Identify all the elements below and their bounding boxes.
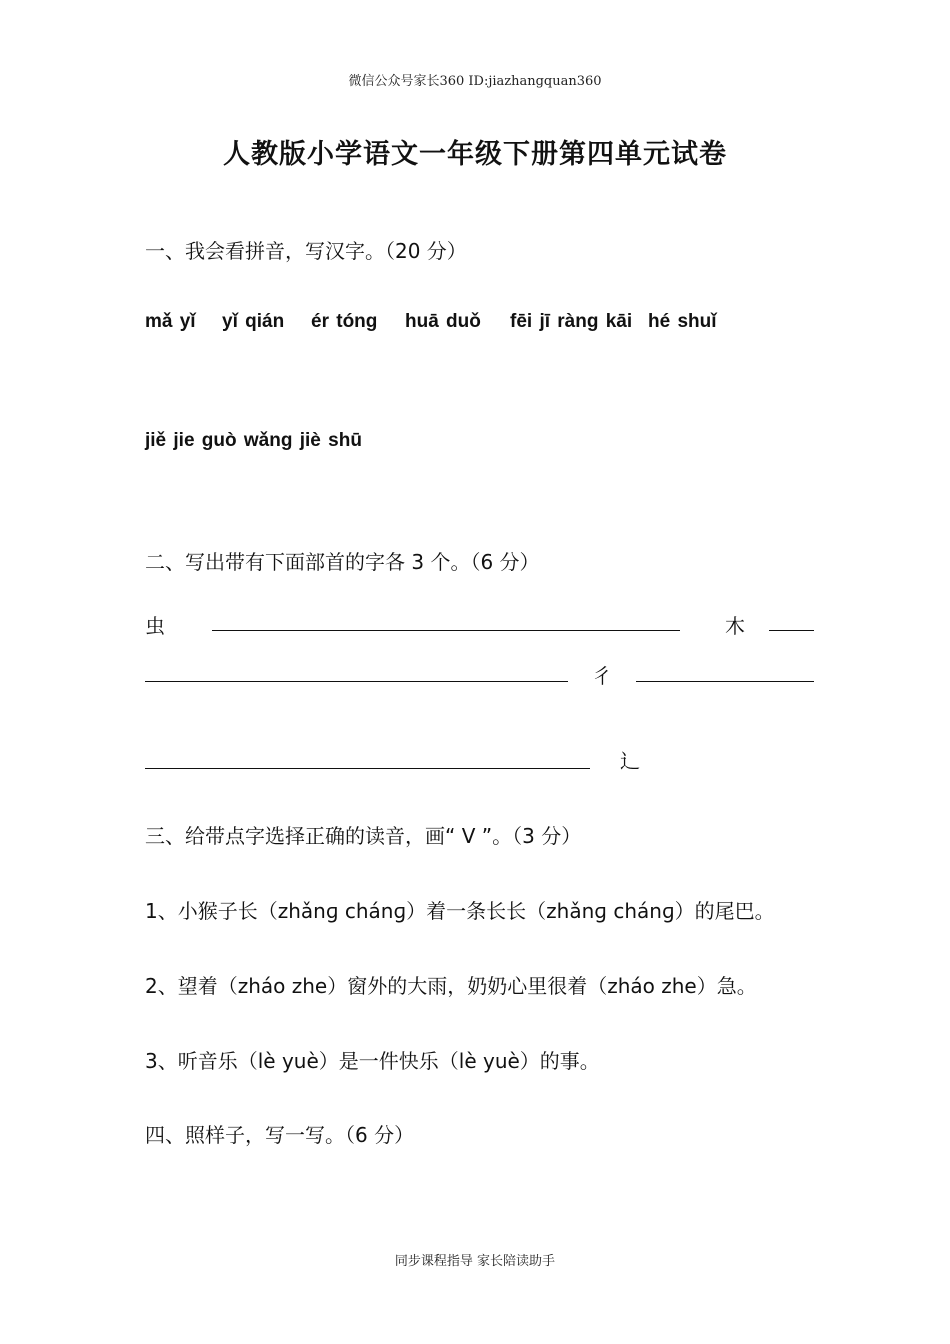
footer-note: 同步课程指导 家长陪读助手 bbox=[394, 1254, 556, 1269]
answer-blank[interactable] bbox=[769, 630, 814, 631]
radical-chi: 彳 bbox=[592, 664, 612, 688]
page-title: 人教版小学语文一年级下册第四单元试卷 bbox=[223, 139, 727, 170]
question-item: 3、听音乐（lè yuè）是一件快乐（lè yuè）的事。 bbox=[145, 1049, 600, 1073]
pinyin-word: fēi jī rànɡ kāi bbox=[510, 311, 633, 332]
radical-mu: 木 bbox=[725, 614, 745, 638]
question-item: 1、小猴子长（zhǎnɡ chánɡ）着一条长长（zhǎnɡ chánɡ）的尾巴。 bbox=[145, 899, 775, 923]
radical-chong: 虫 bbox=[145, 614, 165, 638]
section1-heading: 一、我会看拼音，写汉字。（20 分） bbox=[145, 239, 467, 263]
answer-blank[interactable] bbox=[636, 681, 814, 682]
pinyin-word: hé shuǐ bbox=[648, 311, 717, 332]
answer-blank[interactable] bbox=[145, 768, 590, 769]
answer-blank[interactable] bbox=[145, 681, 568, 682]
answer-blank[interactable] bbox=[212, 630, 680, 631]
pinyin-word: huā duǒ bbox=[405, 311, 481, 332]
section3-heading: 三、给带点字选择正确的读音，画“ V ”。（3 分） bbox=[145, 824, 582, 848]
section2-heading: 二、写出带有下面部首的字各 3 个。（6 分） bbox=[145, 550, 540, 574]
pinyin-word: mǎ yǐ bbox=[145, 311, 196, 332]
section4-heading: 四、照样子，写一写。（6 分） bbox=[145, 1123, 415, 1147]
pinyin-word: jiě jie ɡuò wǎnɡ jiè shū bbox=[145, 430, 362, 451]
pinyin-word: ér tónɡ bbox=[311, 311, 378, 332]
radical-chuo: 辶 bbox=[620, 749, 640, 773]
header-note: 微信公众号家长360 ID:jiazhangquan360 bbox=[348, 74, 602, 89]
pinyin-row-2 bbox=[145, 430, 362, 452]
question-item: 2、望着（zháo zhe）窗外的大雨，奶奶心里很着（zháo zhe）急。 bbox=[145, 974, 757, 998]
pinyin-word: yǐ qián bbox=[222, 311, 285, 332]
